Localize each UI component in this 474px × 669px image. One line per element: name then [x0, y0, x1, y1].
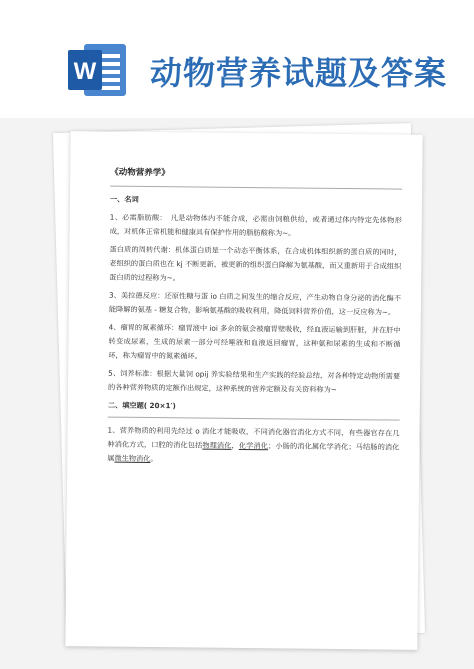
- page-title: 动物营养试题及答案: [150, 54, 448, 92]
- fill-question: [107, 424, 399, 469]
- document-heading: 《动物营养学》: [110, 167, 170, 179]
- document-page: [65, 131, 422, 650]
- document-content: [107, 166, 402, 473]
- fill-question-text: ，: [231, 440, 239, 450]
- fill-question-text: 。: [150, 454, 158, 464]
- term-paragraph: 蛋白质的周转代谢：机体蛋白质是一个动态平衡体系，在合成机体组织新的蛋白质的同时，老组织的蛋白质也在 kj 不断更新，被更新的组织蛋白降解为氨基酸，而又重新用于合成组织蛋白质的过程称为~。: [109, 244, 402, 283]
- term-paragraph: 3、美拉德反应：还原性糖与蛋 io 白质之间发生的缩合反应，产生动物自身分泌的消化酶不能降解的氨基 - 糖复合物，影响氨基酸的吸收利用，降低饲料营养价值，这一反应称为~。: [108, 290, 402, 317]
- word-logo-letter: W: [73, 58, 97, 85]
- divider: [108, 417, 400, 421]
- fill-question-text: 1、营养物质的利用先经过 o 消化才能吸收，不同消化器官消化方式不同，有些器官存在几种消化方式，口腔的消化包括: [107, 425, 400, 450]
- fill-question-text: ；小肠的消化属化学消化；马结肠的消化属: [107, 441, 400, 463]
- fill-answer: 微生物消化: [114, 453, 151, 464]
- header-banner: [0, 0, 474, 118]
- fill-answer: 物理消化: [202, 440, 232, 450]
- divider: [110, 186, 402, 190]
- word-doc-icon: [66, 38, 130, 102]
- fill-answer: 化学消化: [238, 440, 269, 451]
- term-paragraph: 5、饲养标准：根据大量饲 opij 养实验结果和生产实践的经验总结，对各种特定动物所需要的各种营养物质的定额作出规定，这种系统的营养定额及有关资料称为~: [107, 368, 401, 394]
- term-paragraph: 4、瘤胃的氮素循环：瘤胃液中 ioi 多余的氨会被瘤胃壁吸收，经血液运输到肝脏，并在肝中转变成尿素，生成的尿素一部分可经唾液和血液返回瘤胃，这种氨和尿素的生成和不断循环，称为瘤胃中的氮素循环。: [108, 322, 401, 361]
- term-paragraph: 1、必需脂肪酸： 凡是动物体内不能合成，必需由饲粮供给，或者通过体内特定先体物形成，对机体正常机能和健康具有保护作用的脂肪酸称为~。: [109, 212, 402, 238]
- section-heading-fill: 二、填空题( 20×1′): [107, 400, 176, 411]
- section-heading-terms: 一、名词: [109, 194, 139, 204]
